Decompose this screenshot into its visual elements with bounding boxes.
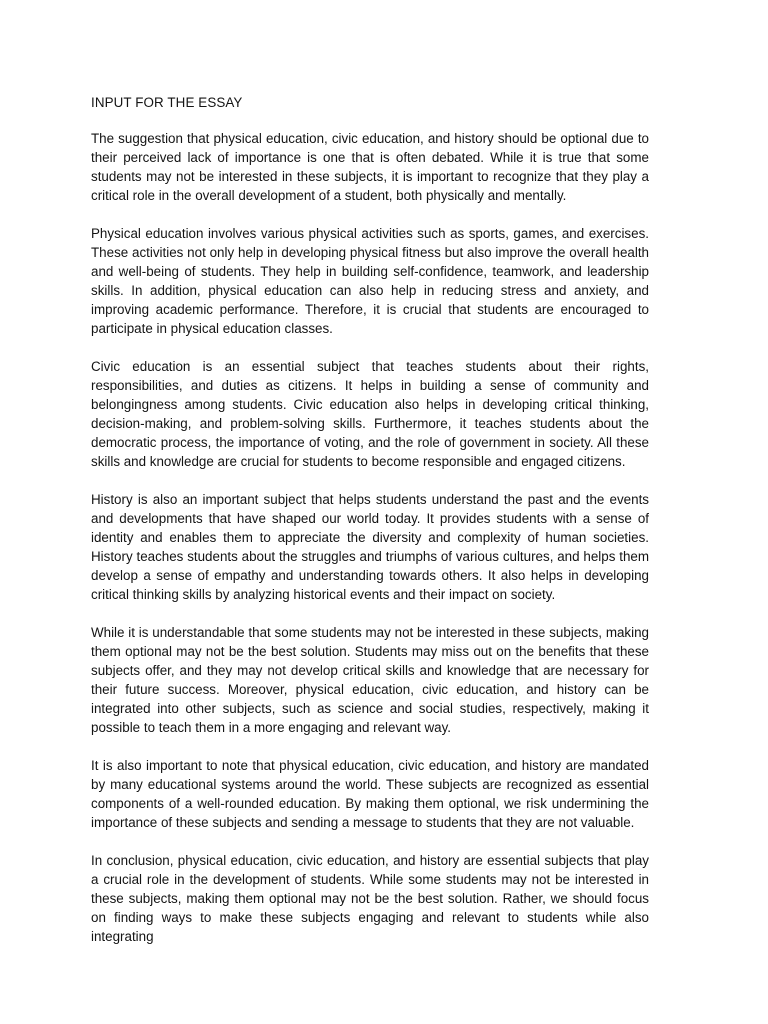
paragraph-mandated: It is also important to note that physical education, civic education, and history are mandated by many educational systems around the world. These subjects are recognized as essential components of a well-rounded education. By making them optional, we risk undermining the importance of these subjects and sending a message to students that they are not valuable. bbox=[91, 758, 649, 830]
paragraph-conclusion: In conclusion, physical education, civic education, and history are essential subjects that play a crucial role in the development of students. While some students may not be interested in these subjects, making them optional may not be the best solution. Rather, we should focus on finding ways to make these subjects engaging and relevant to students while also integrating bbox=[91, 853, 649, 944]
paragraph-history: History is also an important subject that helps students understand the past and the events and developments that have shaped our world today. It provides students with a sense of identity and enables them to appreciate the diversity and complexity of human societies. History teaches students about the struggles and triumphs of various cultures, and helps them develop a sense of empathy and understanding towards others. It also helps in developing critical thinking skills by analyzing historical events and their impact on society. bbox=[91, 492, 649, 602]
essay-heading: INPUT FOR THE ESSAY bbox=[91, 95, 243, 110]
document-page bbox=[91, 93, 649, 1024]
paragraph-physical-education: Physical education involves various physical activities such as sports, games, and exercises. These activities not only help in developing physical fitness but also improve the overall health and well-being of students. They help in building self-confidence, teamwork, and leadership skills. In addition, physical education can also help in reducing stress and anxiety, and improving academic performance. Therefore, it is crucial that students are encouraged to participate in physical education classes. bbox=[91, 226, 649, 336]
paragraph-intro: The suggestion that physical education, civic education, and history should be optional due to their perceived lack of importance is one that is often debated. While it is true that some students may not be interested in these subjects, it is important to recognize that they play a critical role in the overall development of a student, both physically and mentally. bbox=[91, 131, 649, 203]
paragraph-optional-concerns: While it is understandable that some students may not be interested in these subjects, making them optional may not be the best solution. Students may miss out on the benefits that these subjects offer, and they may not develop critical skills and knowledge that are necessary for their future success. Moreover, physical education, civic education, and history can be integrated into other subjects, such as science and social studies, respectively, making it possible to teach them in a more engaging and relevant way. bbox=[91, 625, 649, 735]
paragraph-civic-education: Civic education is an essential subject that teaches students about their rights, responsibilities, and duties as citizens. It helps in building a sense of community and belongingness among students. Civic education also helps in developing critical thinking, decision-making, and problem-solving skills. Furthermore, it teaches students about the democratic process, the importance of voting, and the role of government in society. All these skills and knowledge are crucial for students to become responsible and engaged citizens. bbox=[91, 359, 649, 469]
